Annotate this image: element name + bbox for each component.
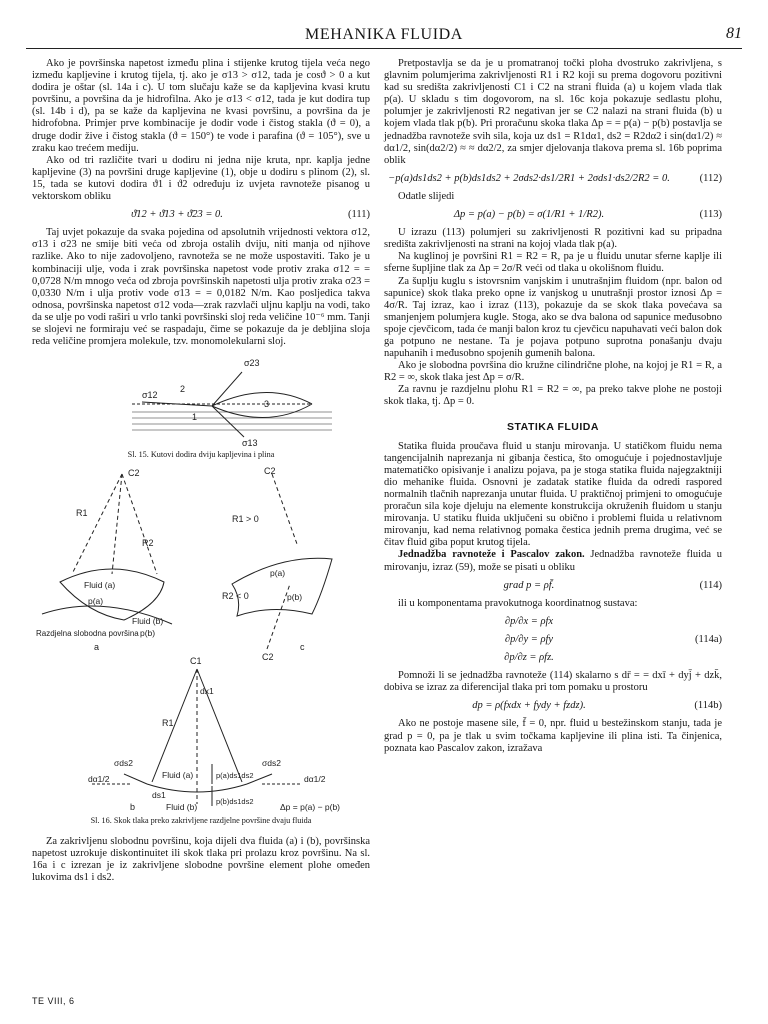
label-c2-c-bottom: C2 — [262, 652, 274, 663]
label-sigmads2-left: σds2 — [114, 758, 133, 769]
paragraph: Odatle slijedi — [398, 190, 455, 202]
label-r1-a: R1 — [76, 508, 88, 519]
label-dp: Δp = p(a) − p(b) — [280, 802, 341, 813]
page-footer: TE VIII, 6 — [32, 996, 75, 1006]
label-2: 2 — [180, 384, 186, 395]
label-padsds: p(a)ds1ds2 — [216, 771, 254, 781]
label-surface: Razdjelna slobodna površina — [36, 629, 139, 639]
equation-number: (113) — [699, 209, 722, 221]
page-number: 81 — [726, 25, 742, 42]
label-1: 1 — [192, 412, 198, 423]
paragraph — [384, 549, 722, 573]
paragraph: Statika fluida proučava fluid u stanju mirovanja. U statičkom fluidu nema tangencijalnih naprezanja ni gibanja čestica, što omogućuje i pojednostavljuje matematičko opisivanje i analizu pojava, pa je stoga statika fluida najegzaktniji dio mehanike fluida. Osnovni je zadatak statike fluida da odredi raspored normalnih tlačnih naprezanja unutar fluida. U praktičnoj primjeni to omogućuje proračun sila koje djeluju na elemente konstrukcija okruženih fluidom u stanju mirovanja. U statiku fluida uključeni su obično i problemi fluida u relativnom mirovanju, kad nema relativnog pomaka čestica jednih prema drugima, već se čitav fluid giba poput krutog tijela. — [384, 440, 722, 549]
paragraph: Pretpostavlja se da je u promatranoj točki ploha dvostruko zakrivljena, s glavnim polumjerima zakrivljenosti R1 i R2 koji su prema dogovoru pozitivni kad su središta zakrivljenosti C1 i C2 na strani fluida (a) u kojem vlada tlak p(a). U skladu s tim dogovorom, na sl. 16c koja pokazuje sedlastu plohu, polumjer je zakrivljenosti R2 negativan jer se C2 nalazi na strani fluida (b) u kojem vlada tlak p(b). Pri proračunu skoka tlaka Δp = = p(a) − p(b) postavlja se jednadžba ravnoteže svih sila, koja uz ds1 = R1dα1, ds2 = R2dα2 i sin(dα1/2) ≈ dα1/2, sin(dα2/2) ≈ ≈ dα2/2, za smjer djelovanja tlakova prema sl. 16b poprima oblik — [384, 58, 722, 166]
label-b: b — [130, 802, 136, 813]
right-column — [384, 58, 722, 755]
label-pa-a: p(a) — [88, 596, 104, 607]
equation-body: grad p = ρf̄. — [503, 579, 555, 591]
label-r2neg: R2 < 0 — [222, 591, 249, 602]
paragraph: Ako ne postoje masene sile, f̄ = 0, npr. fluid u bestežinskom stanju, tada je grad p = 0, pa je tlak u svim točkama kapljevine ili plina isti. Ta činjenica, poznata kao Pascalov zakon, izražava — [384, 718, 722, 754]
equation-114a — [384, 616, 722, 664]
paragraph: Ako je površinska napetost između plina i stijenke krutog tijela veća nego između kapljevine i krutog tijela, tj. ako je σ13 > σ12, tada je cosϑ > 0 a kut dodira je oštar (sl. 14a i c). U tom slučaju kaže se da kapljevina kvasi krutu površinu, a površina da je hidrofilna. Ako je σ13 < σ12, tada je kut dodira tup (sl. 14b i d), pa se kaže da kapljevina ne kvasi površinu, a površina da je hidrofobna. Primjer prve kombinacije je dodir vode i čistog stakla (ϑ = 0), a druge dodir žive i čistog stakla (ϑ = 150°) te vode i parafina (ϑ = 105°), sve u zraku kao trećem mediju. — [32, 58, 370, 154]
label-a: a — [94, 642, 100, 653]
running-title: MEHANIKA FLUIDA — [305, 26, 463, 43]
label-3: 3 — [264, 399, 270, 410]
paragraph-text: Jednadžba ravnoteže fluida u mirovanju, izraz (59), može se pisati u obliku — [384, 549, 722, 573]
equation-112 — [384, 173, 722, 185]
label-dx1: dx1 — [200, 686, 214, 697]
label-fluid-b-b: Fluid (b) — [166, 802, 198, 813]
paragraph: Ako od tri različite tvari u dodiru ni jedna nije kruta, npr. kapljа jedne kapljevine (3) na površini druge kapljevine (1), obje u dodiru s plinom (2), sl. 15, tada se kutovi dodira ϑ1 i ϑ2 određuju iz uvjeta ravnoteže pisanog u vektorskom obliku — [32, 154, 370, 203]
label-r2-a: R2 — [142, 538, 154, 549]
equation-line: ∂p/∂z = ρfz. — [504, 652, 554, 664]
equation-body: dp = ρ(fxdx + fydy + fzdz). — [472, 700, 586, 712]
label-c2-c: C2 — [264, 466, 276, 477]
label-fluid-b: Fluid (b) — [132, 616, 164, 627]
equation-number: (114a) — [694, 633, 722, 645]
label-c1-b: C1 — [190, 656, 202, 667]
equation-line: ∂p/∂x = ρfx — [504, 615, 554, 627]
figure-16 — [32, 464, 370, 826]
figure-16-drawing — [32, 464, 370, 814]
paragraph: Za ravnu je razdjelnu plohu R1 = R2 = ∞, pa preko takve plohe ne postoji skok tlaka, tj. Δp = 0. — [384, 384, 722, 408]
equation-line: ∂p/∂y = ρfy — [504, 633, 554, 645]
label-fluid-a: Fluid (a) — [84, 580, 116, 591]
label-pa-c: p(a) — [270, 568, 286, 579]
label-pb-c: p(b) — [287, 592, 303, 603]
label-c2-a: C2 — [128, 468, 140, 479]
label-pbdsds: p(b)ds1ds2 — [216, 797, 254, 807]
label-r1pos: R1 > 0 — [232, 514, 259, 525]
label-s12: σ12 — [142, 390, 158, 401]
label-s23: σ23 — [244, 358, 260, 369]
label-pb-a: p(b) — [140, 628, 156, 639]
paragraph: Taj uvjet pokazuje da svaka pojedina od apsolutnih vrijednosti vektora σ12, σ13 i σ23 ne smije biti veća od zbroja ostalih dviju, niti manja od njihove razlike. Ako to nije zadovoljeno, ravnoteža se ne može uspostaviti. Tako je u kombinaciji ulje, voda i zrak površinska napetost vode protiv zraka σ12 = = 0,0728 N/m mnogo veća od zbroja površinskih napetosti ulja protiv zraka σ23 = 0,0330 N/m i ulja protiv vode σ13 = = 0,0182 N/m. Kao posljedica takva odnosa, površinska napetost σ12 voda—zrak razvlači uljnu kaplju na vodi, tako da se ulje po vodi raširi u vrlo tanki površinski sloj reda veličine 10⁻⁶ mm. Tanji se slojevi ne formiraju već se raspadaju, čime se pokazuje da je debljina sloja reda veličine promjera molekule, tzv. monomolekularni sloj. — [32, 227, 370, 348]
label-s13: σ13 — [242, 438, 258, 449]
equation-number: (112) — [699, 172, 722, 184]
label-fluid-a-b: Fluid (a) — [162, 770, 194, 781]
paragraph: ili u komponentama pravokutnoga koordinatnog sustava: — [398, 597, 638, 609]
label-r1-b: R1 — [162, 718, 174, 729]
label-ds1: ds1 — [152, 790, 166, 801]
figure-15 — [32, 352, 370, 460]
running-header — [26, 24, 742, 49]
paragraph: Pomnoži li se jednadžba ravnoteže (114) skalarno s dr̄ = = dxī + dyj̄ + dzk̄, dobiva se izraz za diferencijal tlaka pri tom pomaku u prostoru — [384, 670, 722, 694]
label-dalpha-right: dα1/2 — [304, 774, 326, 785]
label-c: c — [300, 642, 305, 653]
section-heading: STATIKA FLUIDA — [507, 420, 599, 433]
equation-111 — [32, 209, 370, 221]
figure-15-caption: Sl. 15. Kutovi dodira dviju kapljevina i plina — [127, 450, 275, 460]
left-column — [32, 58, 370, 885]
paragraph: Na kuglinoj je površini R1 = R2 = R, pa je u fluidu unutar sferne kaplje ili sferne šupljine tlak za Δp = 2σ/R veći od tlaka u okolišnom fluidu. — [384, 251, 722, 275]
equation-body: ϑ̄12 + ϑ̄13 + ϑ̄23 = 0. — [131, 209, 223, 221]
label-sigmads2-right: σds2 — [262, 758, 281, 769]
label-dalpha-left: dα1/2 — [88, 774, 110, 785]
equation-114b — [384, 700, 722, 712]
paragraph: Za šuplju kuglu s istovrsnim vanjskim i unutrašnjim fluidom (npr. balon od sapunice) skok tlaka preko opne iz vanjskog u unutrašnji prostor iznosi Δp = 4σ/R. Taj izraz, kao i izraz (113), pokazuje da se skok tlaka povećava sa smanjenjem polumjera kugle. Stoga, ako se dva balona od sapunice međusobno spoje cjevčicom, tada će manji balon krоz tu cjevčicu napuhavati veći balon dok ga potpuno ne nestane. Ta je pojava potpuno suprotna ponašanju dvaju napuhanih i međusobno spojenih gumenih balona. — [384, 275, 722, 360]
paragraph: Za zakrivljenu slobodnu površinu, koja dijeli dva fluida (a) i (b), površinska napetost uzrokuje diskontinuitet ili skok tlaka pri prolazu kroz površinu. Na sl. 16a i c izrezan je iz zakrivljene slobodne površine element plohe omeđen lukovima ds1 i ds2. — [32, 836, 370, 884]
paragraph: U izrazu (113) polumjeri su zakrivljenosti R pozitivni kad su pripadna središta zakrivljenosti na strani na kojoj vlada tlak p(a). — [384, 227, 722, 251]
figure-16-caption: Sl. 16. Skok tlaka preko zakrivljene razdjelne površine dvaju fluida — [90, 816, 312, 826]
equation-body — [384, 616, 674, 664]
equation-number: (114) — [699, 579, 722, 591]
equation-114 — [384, 580, 722, 592]
equation-body: Δp = p(a) − p(b) = σ(1/R1 + 1/R2). — [453, 209, 605, 221]
paragraph: Ako je slobodna površina dio kružne cilindrične plohe, na kojoj je R1 = R, a R2 = ∞, skok tlaka jest Δp = σ/R. — [384, 360, 722, 384]
equation-number: (114b) — [694, 700, 722, 712]
subheading: Jednadžba ravnoteže i Pascalov zakon. — [398, 549, 585, 561]
equation-113 — [384, 209, 722, 221]
equation-number: (111) — [348, 209, 370, 221]
figure-15-drawing — [32, 352, 370, 448]
equation-body: −p(a)ds1ds2 + p(b)ds1ds2 + 2σds2·ds1/2R1 + 2σds1·ds2/2R2 = 0. — [388, 172, 670, 184]
